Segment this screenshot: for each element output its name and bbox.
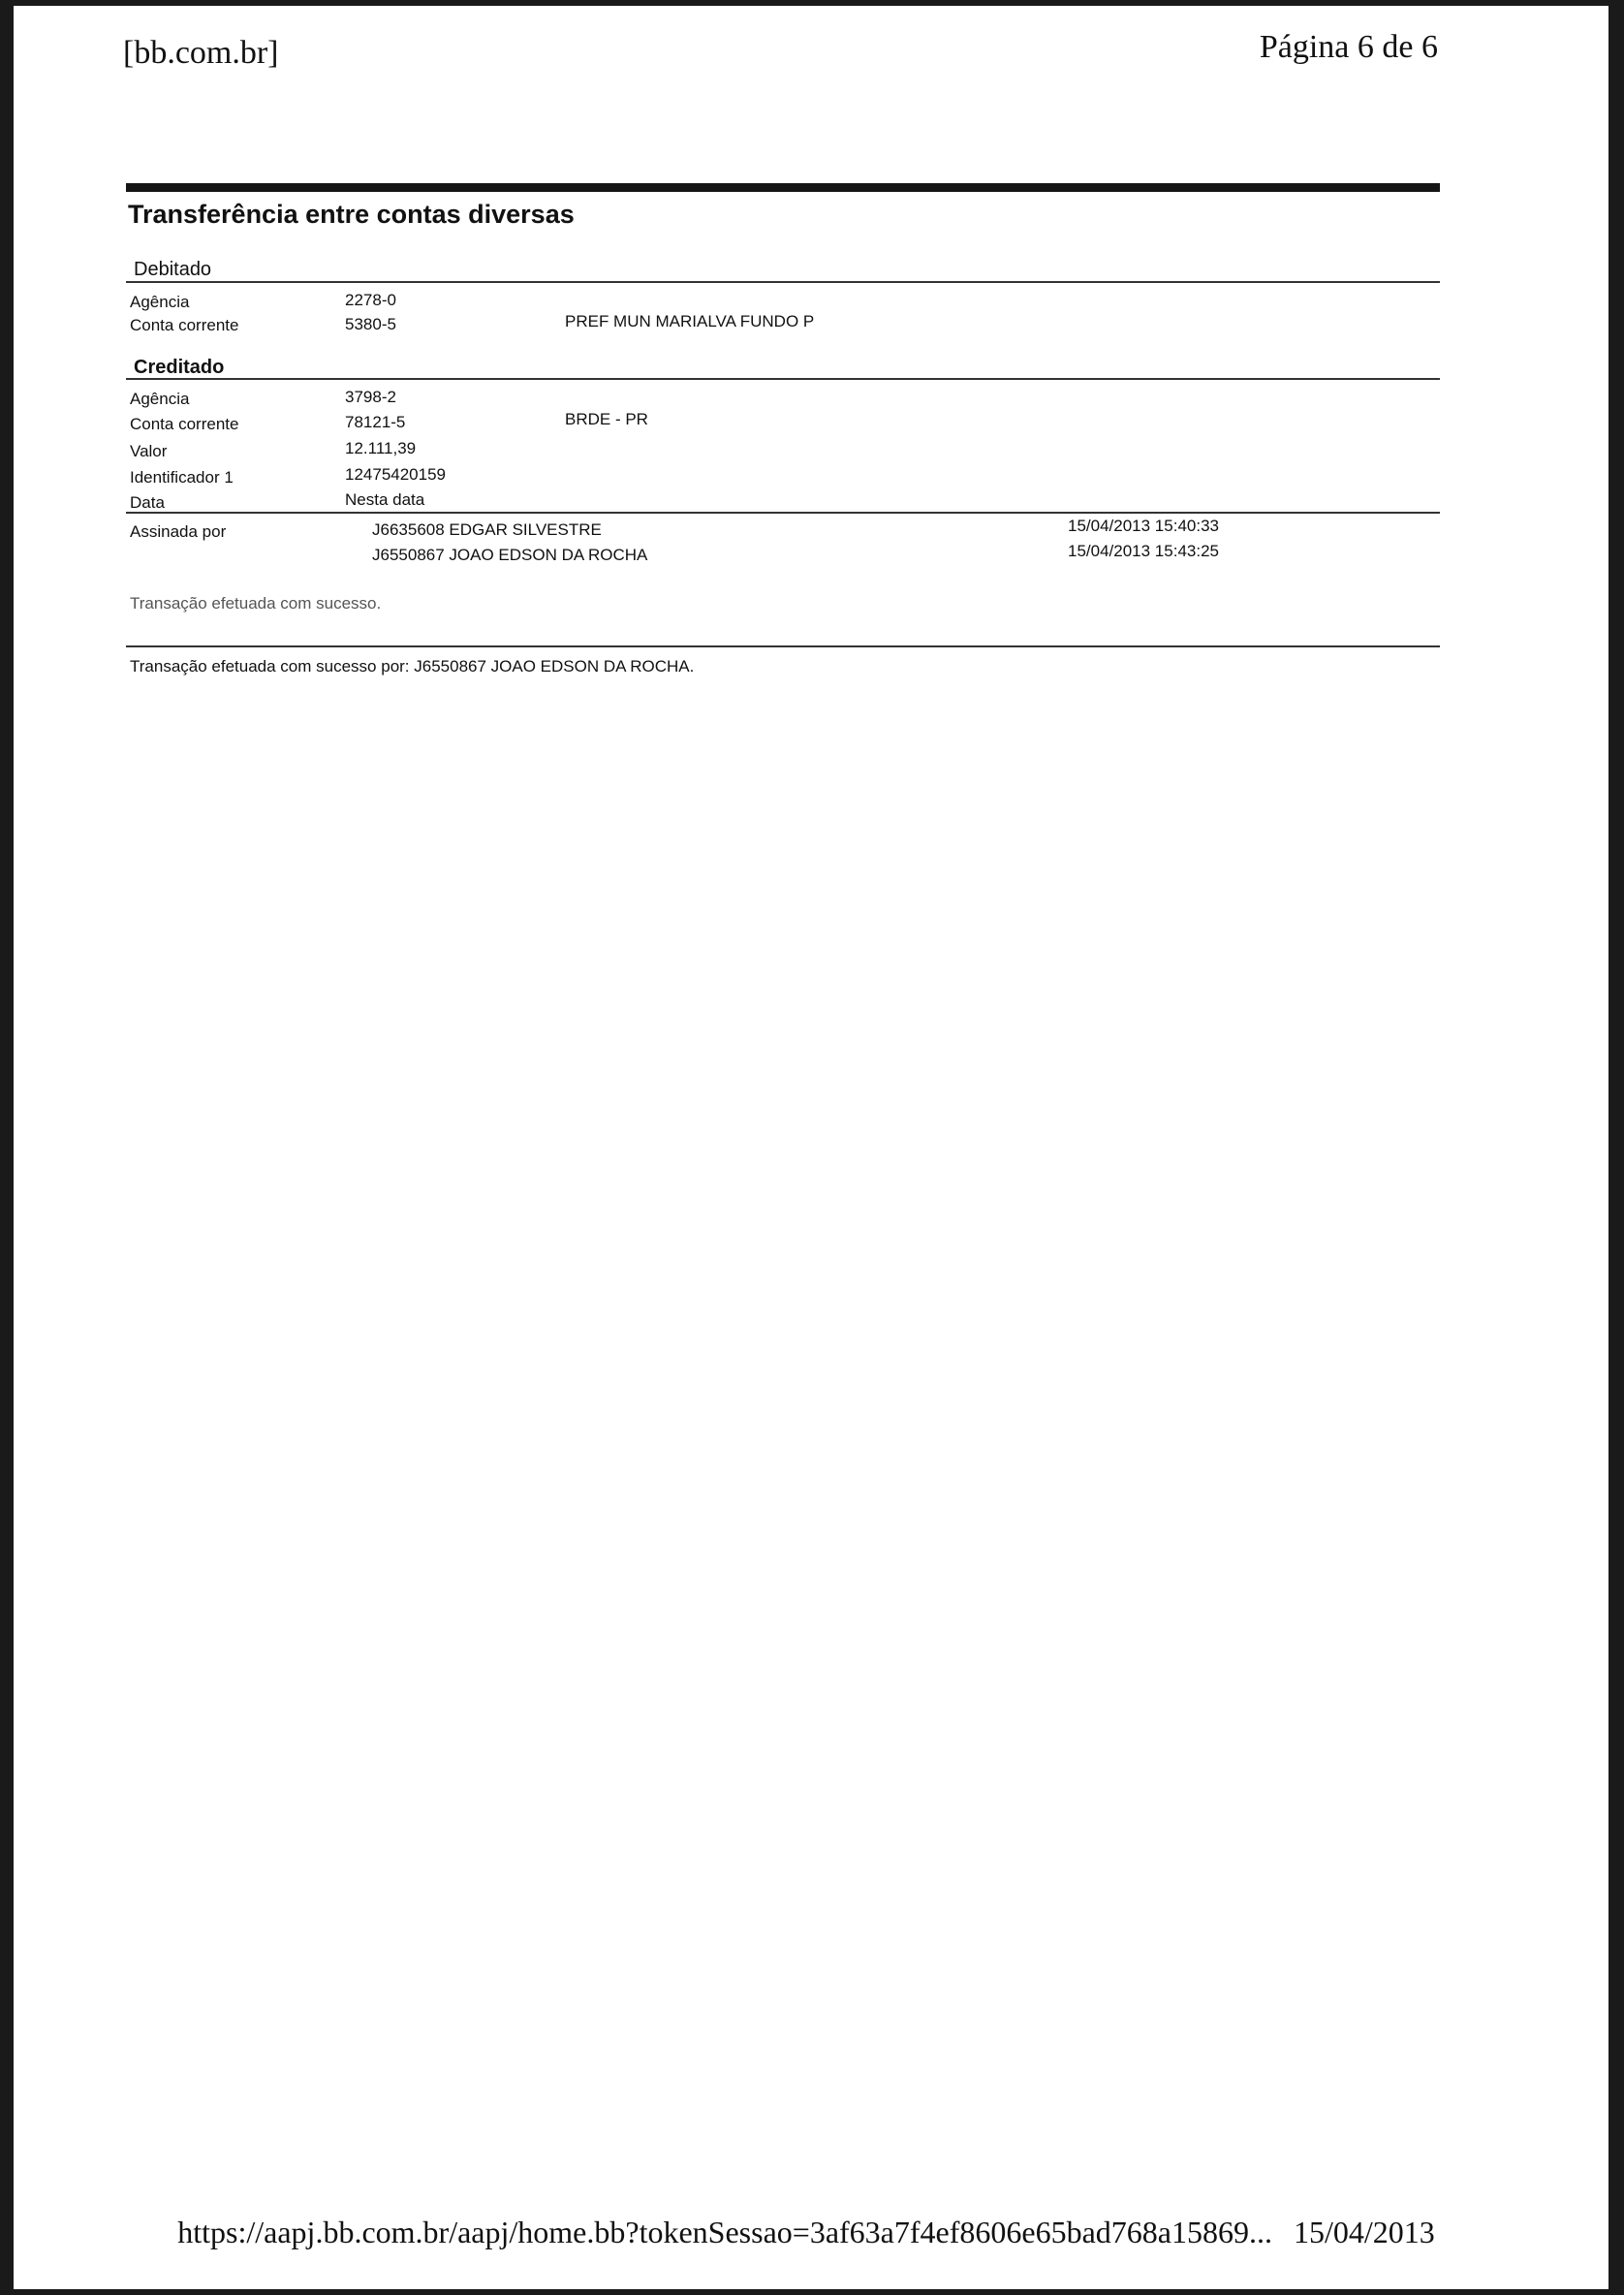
signer-1: J6635608 EDGAR SILVESTRE bbox=[372, 520, 602, 539]
creditado-conta-label: Conta corrente bbox=[130, 415, 239, 433]
page-number: Página 6 de 6 bbox=[1259, 29, 1438, 65]
section-creditado-rule bbox=[126, 378, 1440, 380]
section-debitado-rule bbox=[126, 281, 1440, 283]
final-message: Transação efetuada com sucesso por: J6550867 JOAO EDSON DA ROCHA. bbox=[130, 657, 695, 676]
creditado-identificador-label: Identificador 1 bbox=[130, 468, 234, 487]
document-page bbox=[14, 6, 1608, 2289]
section-debitado-heading: Debitado bbox=[134, 259, 212, 280]
creditado-agencia-value: 3798-2 bbox=[345, 388, 396, 406]
debitado-titular: PREF MUN MARIALVA FUNDO P bbox=[565, 312, 815, 330]
site-header: [bb.com.br] bbox=[123, 35, 279, 71]
signatures-rule bbox=[126, 512, 1440, 514]
assinada-por-label: Assinada por bbox=[130, 522, 227, 541]
footer-url-text: https://aapj.bb.com.br/aapj/home.bb?tokenSessao=3af63a7f4ef8606e65bad768a15869... bbox=[177, 2215, 1272, 2249]
creditado-data-value: Nesta data bbox=[345, 490, 425, 509]
creditado-conta-value: 78121-5 bbox=[345, 413, 406, 431]
creditado-valor-label: Valor bbox=[130, 442, 168, 460]
footer-line bbox=[177, 2215, 1272, 2250]
debitado-agencia-value: 2278-0 bbox=[345, 291, 396, 309]
signer-2: J6550867 JOAO EDSON DA ROCHA bbox=[372, 546, 648, 564]
creditado-data-label: Data bbox=[130, 493, 165, 512]
page-title: Transferência entre contas diversas bbox=[128, 200, 575, 229]
status-message: Transação efetuada com sucesso. bbox=[130, 594, 382, 613]
final-rule bbox=[126, 645, 1440, 647]
creditado-titular: BRDE - PR bbox=[565, 410, 648, 428]
debitado-agencia-label: Agência bbox=[130, 293, 190, 311]
signer-2-datetime: 15/04/2013 15:43:25 bbox=[1068, 542, 1219, 560]
signer-1-datetime: 15/04/2013 15:40:33 bbox=[1068, 517, 1219, 535]
footer-date: 15/04/2013 bbox=[1294, 2215, 1435, 2249]
debitado-conta-label: Conta corrente bbox=[130, 316, 239, 334]
section-creditado-heading: Creditado bbox=[134, 357, 225, 378]
title-bar-rule bbox=[126, 183, 1440, 192]
debitado-conta-value: 5380-5 bbox=[345, 315, 396, 333]
creditado-identificador-value: 12475420159 bbox=[345, 465, 447, 484]
creditado-agencia-label: Agência bbox=[130, 390, 190, 408]
creditado-valor-value: 12.111,39 bbox=[345, 439, 417, 457]
